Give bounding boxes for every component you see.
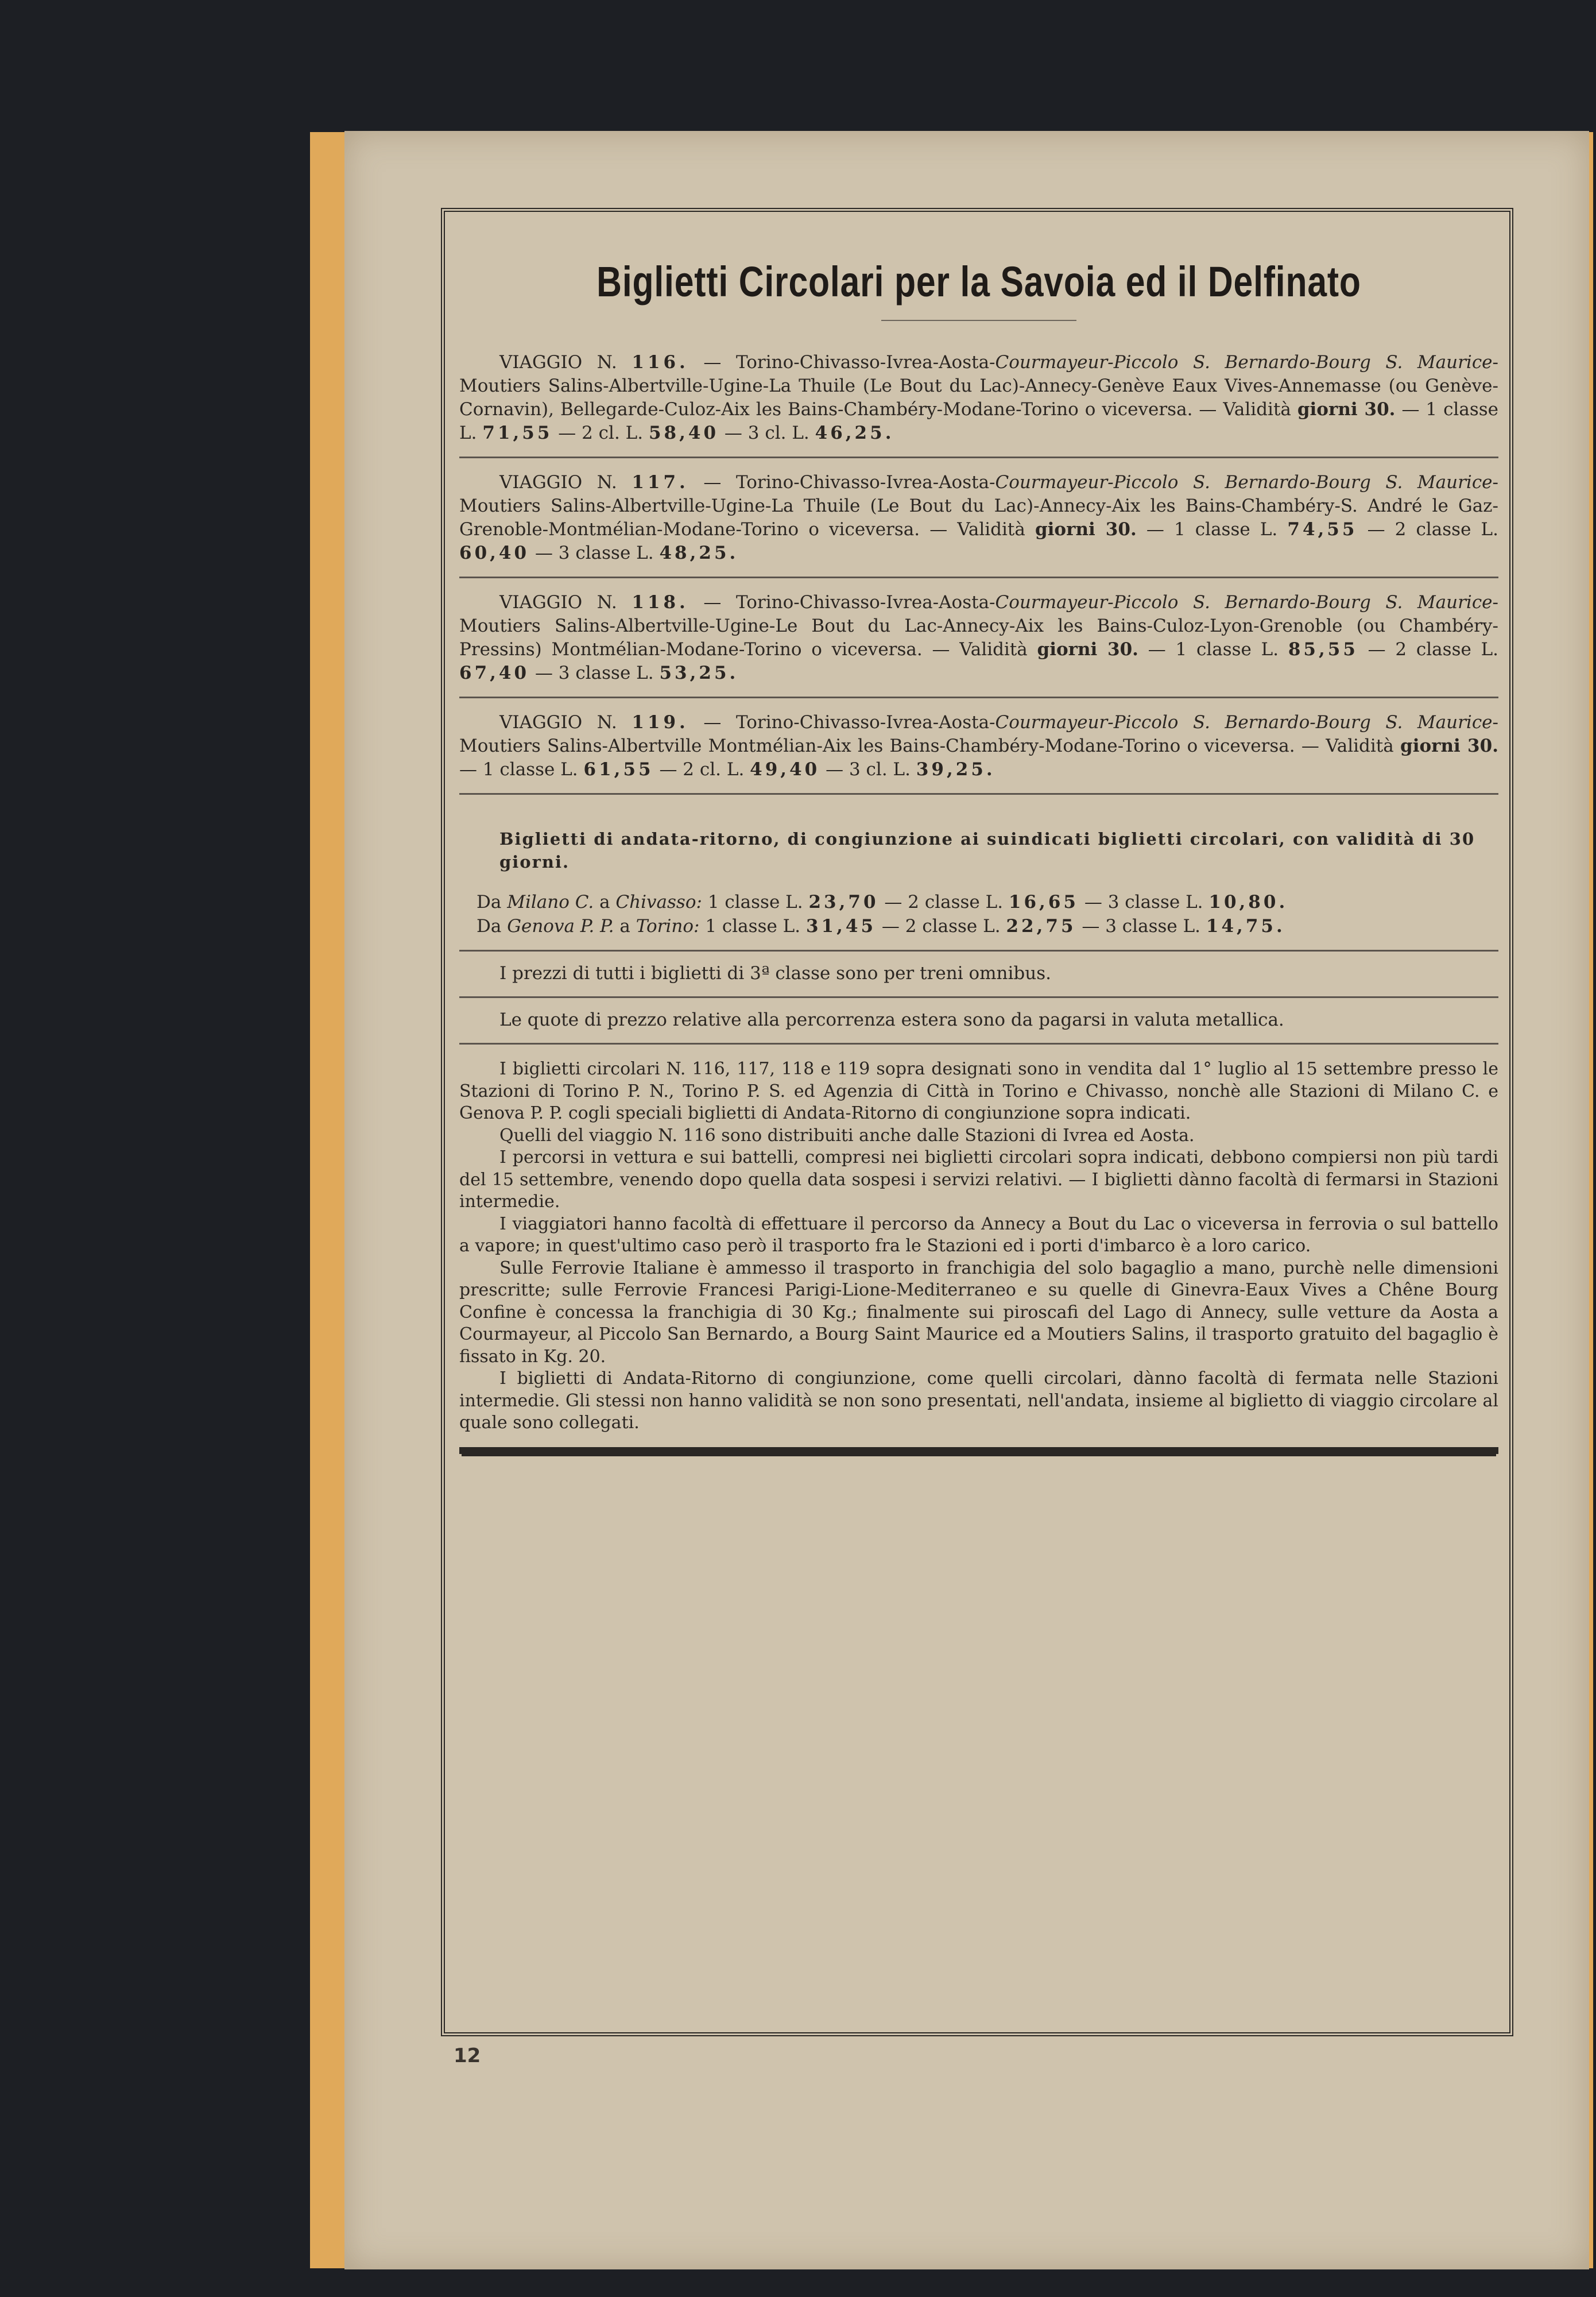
viaggio-route-start: — Torino-Chivasso-Ivrea-Aosta- <box>703 712 995 733</box>
fare-label-3: — 3 cl. L. <box>724 423 809 443</box>
viaggio-route-rest: -Moutiers Salins-Albertville Montmélian-Aix les Bains-Chambéry-Modane-Torino o viceversa. — Validità <box>459 712 1499 756</box>
andata-ritorno-section <box>459 795 1498 952</box>
note-paragraph: I biglietti circolari N. 116, 117, 118 e 119 sopra designati sono in vendita dal 1° luglio al 15 settembre presso le Stazioni di Torino P. N., Torino P. S. ed Agenzia di Città in Torino e Chivasso, nonchè alle Stazioni di Milano C. e Genova P. P. cogli speciali biglietti di Andata-Ritorno di congiunzione sopra indicati. <box>459 1059 1498 1123</box>
notes-section <box>459 1045 1498 1434</box>
fare-price-3: 53,25. <box>659 663 739 683</box>
viaggio-label: VIAGGIO N. <box>499 712 617 733</box>
viaggio-route-start: — Torino-Chivasso-Ivrea-Aosta- <box>703 352 995 373</box>
viaggio-validity: giorni 30. <box>1400 736 1498 756</box>
fare-label-1: — 1 classe L. <box>459 759 578 780</box>
note-paragraph: I viaggiatori hanno facoltà di effettuare il percorso da Annecy a Bout du Lac o viceversa in ferrovia o sul battello a vapore; in quest'ultimo caso però il trasporto fra le Stazioni ed i porti d'imbarco è a loro carico. <box>459 1213 1498 1256</box>
viaggi-list <box>459 344 1498 795</box>
page-title: Biglietti Circolari per la Savoia ed il Delfinato <box>596 258 1361 306</box>
notice-third-class: I prezzi di tutti i biglietti di 3ª classe sono per treni omnibus. <box>459 952 1498 998</box>
fare-label-1: 1 classe L. <box>705 916 801 937</box>
viaggio-label: VIAGGIO N. <box>499 592 617 613</box>
andata-ritorno-lines <box>459 890 1498 938</box>
fare-price-2: 60,40 <box>459 543 530 563</box>
closing-rule <box>459 1447 1498 1454</box>
viaggio-route-rest: -Moutiers Salins-Albertville-Ugine-La Thuile (Le Bout du Lac)-Annecy-Genève Eaux Vives-Annemasse (ou Genève-Cornavin), Bellegarde-Culoz-Aix les Bains-Chambéry-Modane-Torino o viceversa. — Validità <box>459 352 1499 420</box>
viaggio-route-start: — Torino-Chivasso-Ivrea-Aosta- <box>703 592 995 613</box>
viaggio-entry <box>459 458 1498 578</box>
fare-price-2: 67,40 <box>459 663 530 683</box>
fare-price-1: 23,70 <box>808 892 879 912</box>
fare-price-2: 16,65 <box>1008 892 1079 912</box>
note-paragraph: Quelli del viaggio N. 116 sono distribuiti anche dalle Stazioni di Ivrea ed Aosta. <box>499 1125 1195 1146</box>
fare-price-3: 39,25. <box>916 759 995 780</box>
viaggio-route-start: — Torino-Chivasso-Ivrea-Aosta- <box>703 472 995 493</box>
fare-label-2: — 2 classe L. <box>881 916 1001 937</box>
fare-label-3: — 3 classe L. <box>1082 916 1201 937</box>
fare-label-2: — 2 cl. L. <box>659 759 745 780</box>
fare-label-1: 1 classe L. <box>707 892 803 912</box>
fare-label-3: — 3 classe L. <box>534 543 654 563</box>
fare-price-1: 61,55 <box>583 759 654 780</box>
viaggio-number: 118. <box>632 592 689 613</box>
from-station: Genova P. P. <box>507 916 614 937</box>
fare-label-3: — 3 classe L. <box>534 663 654 683</box>
fare-price-1: 71,55 <box>482 423 553 443</box>
viaggio-label: VIAGGIO N. <box>499 472 617 493</box>
viaggio-route-italic: Courmayeur-Piccolo S. Bernardo-Bourg S. Maurice <box>995 712 1493 733</box>
viaggio-entry <box>459 344 1498 458</box>
viaggio-number: 117. <box>632 472 689 493</box>
fare-label-3: — 3 classe L. <box>1084 892 1203 912</box>
fare-label-3: — 3 cl. L. <box>826 759 911 780</box>
viaggio-route-italic: Courmayeur-Piccolo S. Bernardo-Bourg S. Maurice <box>995 472 1493 493</box>
fare-label-2: — 2 classe L. <box>1367 519 1498 540</box>
fare-price-3: 48,25. <box>659 543 739 563</box>
note-paragraph: I biglietti di Andata-Ritorno di congiunzione, come quelli circolari, dànno facoltà di fermata nelle Stazioni intermedie. Gli stessi non hanno validità se non sono presentati, nell'andata, insieme al biglietto di viaggio circolare al quale sono collegati. <box>459 1368 1498 1433</box>
to-station: Chivasso: <box>615 892 702 912</box>
fare-label-2: — 2 classe L. <box>884 892 1004 912</box>
fare-label-1: — 1 classe L. <box>1148 639 1279 660</box>
viaggio-route-rest: -Moutiers Salins-Albertville-Ugine-Le Bout du Lac-Annecy-Aix les Bains-Culoz-Lyon-Grenoble (ou Chambéry-Pressins) Montmélian-Modane-Torino o viceversa. — Validità <box>459 592 1499 660</box>
page-content <box>459 230 1498 1454</box>
from-prefix: Da <box>477 916 502 937</box>
fare-price-1: 31,45 <box>805 916 877 937</box>
viaggio-label: VIAGGIO N. <box>499 352 617 373</box>
fare-label-2: — 2 classe L. <box>1368 639 1499 660</box>
to-prefix: a <box>619 916 630 937</box>
viaggio-route-italic: Courmayeur-Piccolo S. Bernardo-Bourg S. Maurice <box>995 352 1493 373</box>
viaggio-route-rest: -Moutiers Salins-Albertville-Ugine-La Thuile (Le Bout du Lac)-Annecy-Aix les Bains-Chambéry-S. André le Gaz-Grenoble-Montmélian-Modane-Torino o viceversa. — Validità <box>459 472 1499 540</box>
viaggio-validity: giorni 30. <box>1037 639 1138 660</box>
viaggio-entry <box>459 698 1498 795</box>
viaggio-number: 119. <box>632 712 689 733</box>
andata-ritorno-line <box>459 890 1498 914</box>
fare-price-1: 85,55 <box>1288 639 1358 660</box>
fare-label-2: — 2 cl. L. <box>558 423 644 443</box>
viaggio-validity: giorni 30. <box>1035 519 1137 540</box>
to-prefix: a <box>599 892 610 912</box>
fare-price-2: 58,40 <box>648 423 719 443</box>
andata-ritorno-line <box>459 914 1498 938</box>
from-station: Milano C. <box>507 892 594 912</box>
notice-foreign-currency: Le quote di prezzo relative alla percorrenza estera sono da pagarsi in valuta metallica. <box>459 998 1498 1045</box>
fare-price-1: 74,55 <box>1287 519 1358 540</box>
fare-price-3: 14,75. <box>1206 916 1285 937</box>
andata-ritorno-header: Biglietti di andata-ritorno, di congiunzione ai suindicati biglietti circolari, con validità di 30 giorni. <box>499 829 1475 872</box>
viaggio-validity: giorni 30. <box>1297 399 1396 420</box>
from-prefix: Da <box>477 892 502 912</box>
viaggio-entry <box>459 578 1498 698</box>
fare-price-3: 46,25. <box>815 423 894 443</box>
fare-label-1: — 1 classe L. <box>1146 519 1278 540</box>
note-paragraph: Sulle Ferrovie Italiane è ammesso il trasporto in franchigia del solo bagaglio a mano, purchè nelle dimensioni prescritte; sulle Ferrovie Francesi Parigi-Lione-Mediterraneo e su quelle di Ginevra-Eaux Vives a Chêne Bourg Confine è concessa la franchigia di 30 Kg.; finalmente sui piroscafi del Lago di Annecy, sulle vetture da Aosta a Courmayeur, al Piccolo San Bernardo, a Bourg Saint Maurice ed a Moutiers Salins, il trasporto gratuito del bagaglio è fissato in Kg. 20. <box>459 1258 1498 1367</box>
title-rule <box>881 320 1076 321</box>
fare-price-2: 49,40 <box>750 759 820 780</box>
viaggio-number: 116. <box>632 352 689 373</box>
fare-price-3: 10,80. <box>1208 892 1288 912</box>
page-number: 12 <box>454 2044 481 2067</box>
viaggio-route-italic: Courmayeur-Piccolo S. Bernardo-Bourg S. Maurice <box>995 592 1493 613</box>
fare-label-1: — 1 classe L. <box>459 399 1498 443</box>
fare-price-2: 22,75 <box>1006 916 1076 937</box>
note-paragraph: I percorsi in vettura e sui battelli, compresi nei biglietti circolari sopra indicati, debbono compiersi non più tardi del 15 settembre, venendo dopo quella data sospesi i servizi relativi. — I biglietti dànno facoltà di fermarsi in Stazioni intermedie. <box>459 1147 1498 1212</box>
to-station: Torino: <box>636 916 700 937</box>
